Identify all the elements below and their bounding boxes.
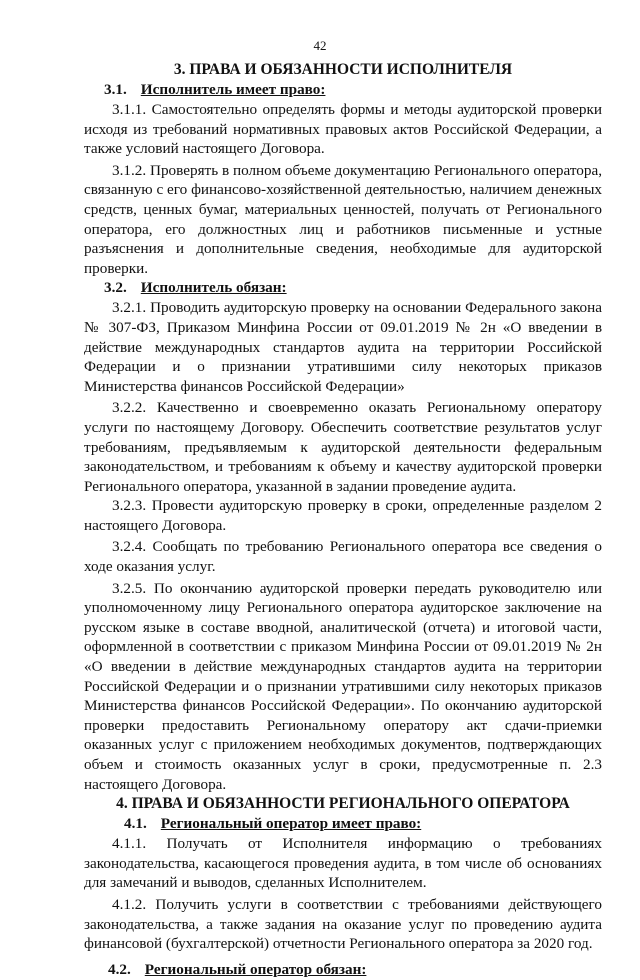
section-3-title: 3. ПРАВА И ОБЯЗАННОСТИ ИСПОЛНИТЕЛЯ [173,61,513,78]
subsection-3-1-heading [84,80,602,100]
paragraph-3-2-3: 3.2.3. Провести аудиторскую проверку в сроки, определенные разделом 2 настоящего Договора. [84,497,602,534]
subsection-title: Исполнитель обязан: [140,279,287,297]
subsection-4-1-heading [84,814,602,834]
paragraph-4-1-1: 4.1.1. Получать от Исполнителя информацию о требованиях законодательства, касающегося проведения аудита, в том числе об основаниях для замечаний и выводов, сделанных Исполнителем. [84,835,602,892]
subsection-number: 4.1. [124,815,147,833]
subsection-number: 3.1. [104,81,127,98]
section-4-title: 4. ПРАВА И ОБЯЗАННОСТИ РЕГИОНАЛЬНОГО ОПЕРАТОРА [116,795,570,813]
subsection-3-2-heading [84,278,602,298]
paragraph-3-2-2: 3.2.2. Качественно и своевременно оказать Региональному оператору услуги по настоящему Договору. Обеспечить соответствие результатов услуг требованиям, предъявляемым к аудиторской деятельности федеральным законодательством, и требованиям к объему и качеству аудиторской проверки Регионального оператора, указанной в задании проведение аудита. [84,399,602,495]
subsection-title: Исполнитель имеет право: [140,81,326,98]
paragraph-3-1-1: 3.1.1. Самостоятельно определять формы и методы аудиторской проверки исходя из требований нормативных правовых актов Российской Федерации, а также условий настоящего Договора. [84,101,602,158]
paragraph-3-2-1: 3.2.1. Проводить аудиторскую проверку на основании Федерального закона № 307-ФЗ, Приказом Минфина России от 09.01.2019 № 2н «О введении в действие международных стандартов аудита на территории Российской Федерации и о признании утратившими силу некоторых приказов Министерства финансов Российской Федерации» [84,299,602,395]
subsection-title: Региональный оператор имеет право: [160,815,422,833]
paragraph-3-2-4: 3.2.4. Сообщать по требованию Регионального оператора все сведения о ходе оказания услуг. [84,538,602,576]
subsection-title: Региональный оператор обязан: [144,960,367,978]
page-number: 42 [313,38,327,53]
paragraph-3-2-5: 3.2.5. По окончанию аудиторской проверки передать руководителю или уполномоченному лицу Регионального оператора аудиторское заключение на русском языке в составе вводной, аналитической (отчета) и итоговой части, оформленной в соответствии с приказом Минфина России от 09.01.2019 № 2н «О введении в действие международных стандартов аудита на территории Российской Федерации и о признании утратившими силу некоторых приказов Министерства финансов Российской Федерации». По окончанию аудиторской проверки предоставить Региональному оператору акт сдачи-приемки оказанных услуг с приложением необходимых документов, подтверждающих объем и стоимость оказанных услуг в сроки, предусмотренные п. 2.3 настоящего Договора. [84,579,602,793]
paragraph-4-1-2: 4.1.2. Получить услуги в соответствии с требованиями действующего законодательства, а также задания на оказание услуг по проведению аудита финансовой (бухгалтерской) отчетности Регионального оператора за 2020 год. [84,895,602,953]
subsection-number: 3.2. [104,279,127,297]
subsection-4-2-heading [84,960,602,980]
page-content [84,60,602,980]
subsection-number: 4.2. [108,960,131,978]
paragraph-3-1-2: 3.1.2. Проверять в полном объеме документацию Регионального оператора, связанную с его финансово-хозяйственной деятельностью, наличием денежных средств, ценных бумаг, материальных ценностей, получать от Регионального оператора, его должностных лиц и работников письменные и устные разъяснения и дополнительные сведения, необходимые для аудиторской проверки. [84,161,602,277]
